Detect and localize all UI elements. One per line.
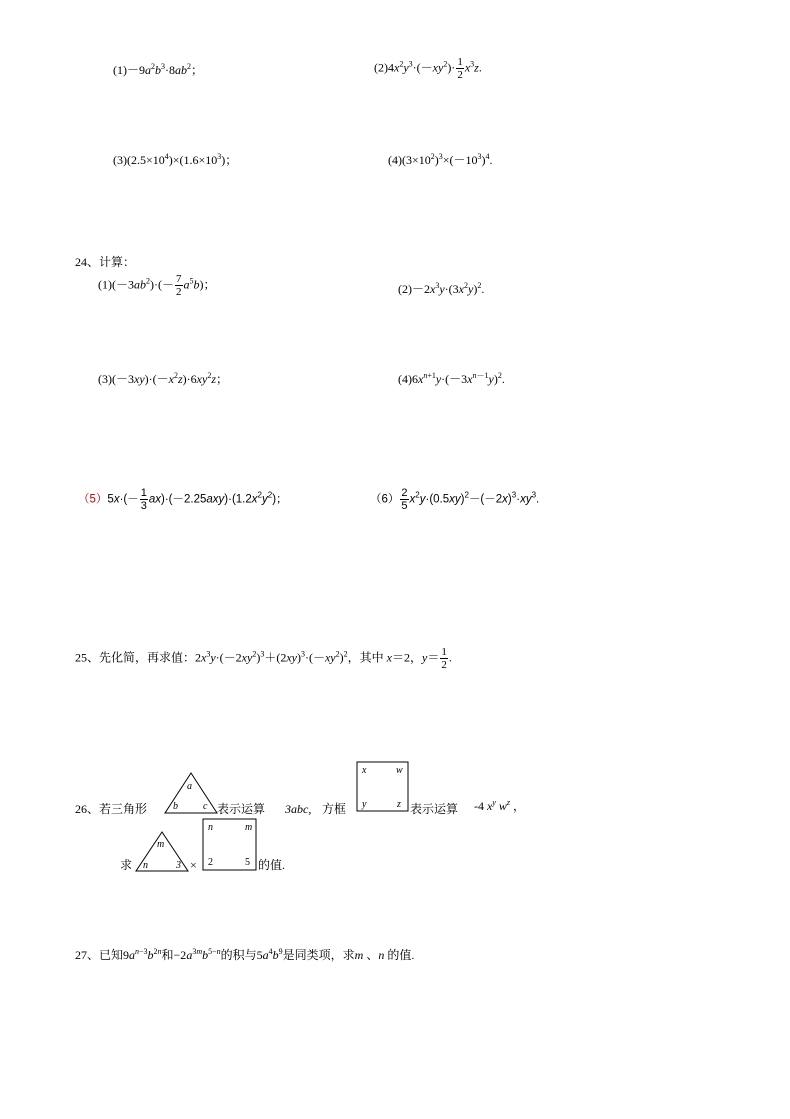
tri1-a: a bbox=[187, 781, 192, 792]
q26-ask: 求 bbox=[120, 858, 133, 872]
box1-z: z bbox=[397, 799, 401, 810]
q26-mid2: 方框 bbox=[322, 802, 347, 816]
q24-part5: （5）5x·(－ $\frac{1}{3}$ $ax)\cdot(-2.25axy)\cdot(1.2x^2y^2)$； bbox=[78, 487, 288, 512]
q26-op2: -4 $x^y$ $w^z$ ， bbox=[474, 798, 526, 813]
q23-part3: $(3)(2.5\times 10^4)\times(1.6\times 10^3)$； bbox=[113, 152, 238, 167]
q27-text: 27、已知$9a^{n-3}b^{2n}$和$-2a^{3m}b^{5-n}$的积与$5a^4b^9$是同类项，求m 、n 的值. bbox=[75, 947, 415, 962]
tri1-c: c bbox=[203, 801, 208, 812]
box2-5: 5 bbox=[245, 857, 250, 868]
q23-part4: $(4)(3\times 10^2)^3\times(-10^3)^4$. bbox=[388, 152, 493, 167]
box1-w: w bbox=[396, 765, 403, 776]
box-xwyz bbox=[356, 761, 410, 813]
box2-m: m bbox=[245, 822, 253, 833]
triangle-abc bbox=[163, 771, 219, 815]
q26-times: × bbox=[190, 858, 197, 872]
tri2-n: n bbox=[143, 860, 148, 871]
box1-x: x bbox=[362, 765, 367, 776]
q26-tail: 的值. bbox=[258, 858, 286, 872]
q25-text: 25、先化简，再求值：$2x^3y\cdot(-2xy^2)^3+(2xy)^3\cdot(-xy^2)^2$，其中 x＝2，y＝ $\frac{1}{2}$ . bbox=[75, 646, 452, 671]
q26-mid3: 表示运算 bbox=[410, 802, 459, 816]
q26-mid1: 表示运算 bbox=[217, 802, 266, 816]
box2-2: 2 bbox=[208, 857, 213, 868]
q24-part4: $(4)6x^{n+1}y\cdot(-3x^{n-1}y)^2$. bbox=[398, 371, 505, 386]
q23-part1: $(1)-9a^2b^3\cdot 8ab^2$； bbox=[113, 62, 204, 77]
triangle-mn3 bbox=[134, 830, 190, 873]
q26-op1: 3abc, bbox=[285, 802, 312, 816]
tri2-m: m bbox=[157, 839, 165, 850]
q26-label: 26、若三角形 bbox=[75, 802, 148, 816]
tri1-b: b bbox=[173, 801, 178, 812]
q24-part2: $(2)-2x^3y\cdot(3x^2y)^2$. bbox=[398, 281, 485, 296]
box2-n: n bbox=[208, 822, 213, 833]
q24-part1: $(1)(-3ab^2)\cdot(-$ $\frac{7}{2}$ $a^5b$)； bbox=[98, 273, 216, 298]
q23-part2: $(2)4x^2y^3\cdot(-xy^2)\cdot$ $\frac{1}{2}$ $x^3z$. bbox=[374, 56, 482, 81]
tri2-3: 3 bbox=[176, 860, 181, 871]
box1-y: y bbox=[362, 799, 367, 810]
q24-part3: $(3)(-3xy)\cdot(-x^2z)\cdot 6xy^2z$； bbox=[98, 371, 228, 386]
q24-part6: （6） $\frac{2}{5}$ $x^2y\cdot(0.5xy)^2-(-2x)^3\cdot xy^3$. bbox=[370, 487, 540, 512]
q24-title: 24、计算： bbox=[75, 255, 136, 269]
box-nm25 bbox=[202, 818, 258, 872]
